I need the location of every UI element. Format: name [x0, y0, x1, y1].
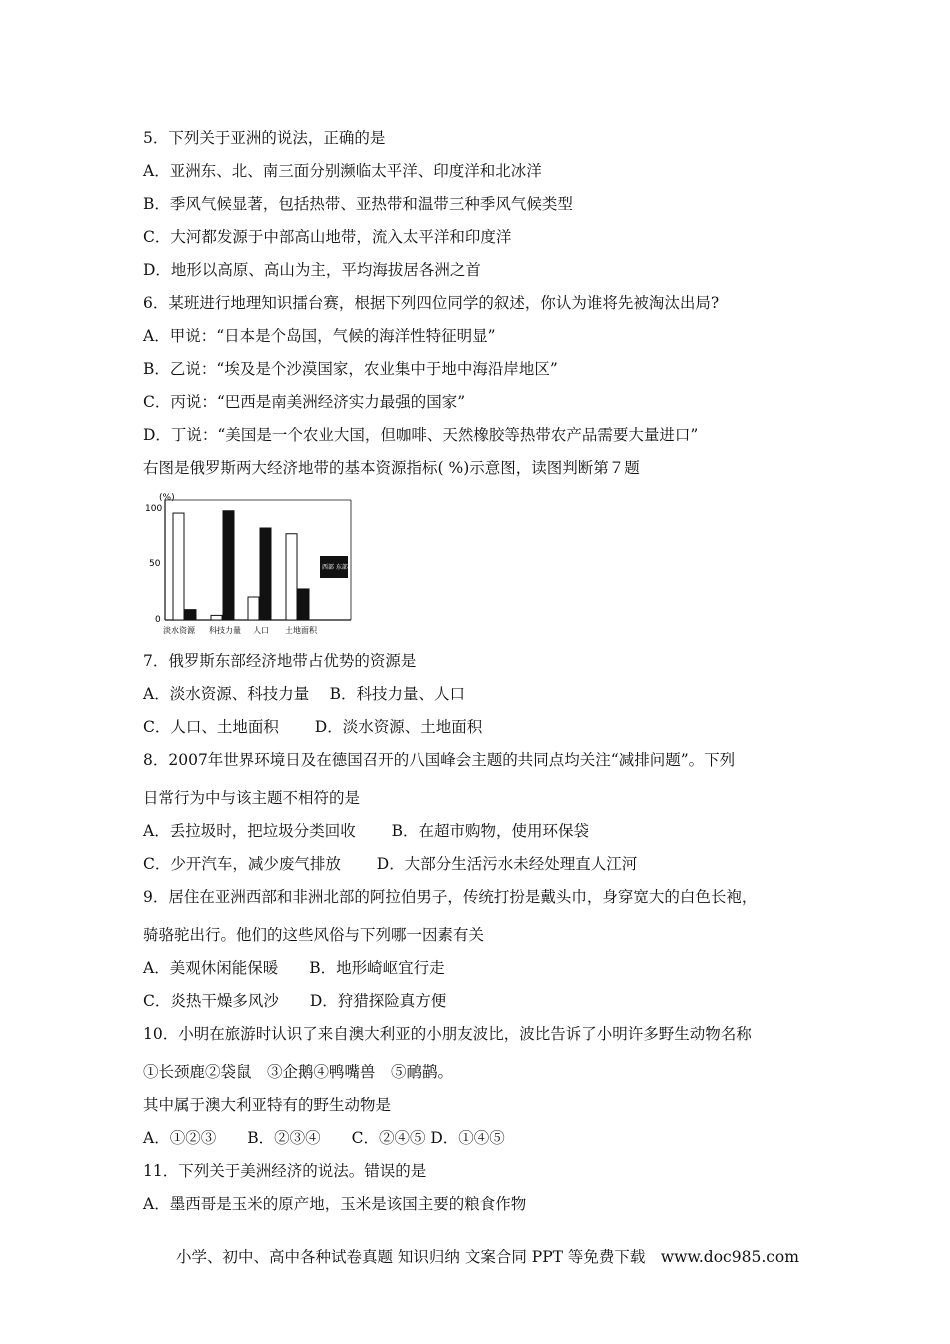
q6-option-c: C．丙说：“巴西是南美洲经济实力最强的国家”	[143, 393, 466, 411]
q9-options-cd: C．炎热干燥多风沙 D．狩猎探险真方便	[143, 992, 447, 1010]
q5-option-a: A．亚洲东、北、南三面分别濒临太平洋、印度洋和北冰洋	[143, 162, 542, 180]
bar-人口-s1	[248, 597, 259, 620]
q8-options-cd: C．少开汽车，减少废气排放 D．大部分生活污水未经处理直人江河	[143, 855, 638, 873]
q5-option-c: C．大河都发源于中部高山地带，流入太平洋和印度洋	[143, 228, 512, 246]
q10-options: A．①②③ B．②③④ C．②④⑤ D．①④⑤	[143, 1129, 505, 1147]
q5-option-b: B．季风气候显著，包括热带、亚热带和温带三种季风气候类型	[143, 195, 573, 213]
bar-科技力量-s2	[223, 511, 234, 620]
q8-stem-1: 8．2007年世界环境日及在德国召开的八国峰会主题的共同点均关注“减排问题”。下列	[143, 751, 736, 769]
q11-stem: 11．下列关于美洲经济的说法。错误的是	[143, 1162, 427, 1180]
q5-stem: 5．下列关于亚洲的说法，正确的是	[143, 129, 386, 147]
q7-options-ab: A．淡水资源、科技力量 B．科技力量、人口	[143, 685, 466, 703]
page-footer: 小学、初中、高中各种试卷真题 知识归纳 文案合同 PPT 等免费下载 www.doc985.com	[176, 1248, 799, 1266]
y-tick-label: 0	[155, 615, 161, 625]
q6-option-a: A．甲说：“日本是个岛国，气候的海洋性特征明显”	[143, 327, 496, 345]
bar-科技力量-s1	[211, 615, 222, 620]
x-tick-label: 科技力量	[209, 626, 241, 635]
q11-option-a: A．墨西哥是玉米的原产地，玉米是该国主要的粮食作物	[143, 1195, 527, 1213]
bar-人口-s2	[260, 528, 271, 620]
y-tick-label: 50	[149, 559, 161, 569]
q8-options-ab: A．丢拉圾时，把垃圾分类回收 B．在超市购物，使用环保袋	[143, 822, 590, 840]
y-tick-label: 100	[145, 504, 163, 514]
x-tick-label: 淡水资源	[163, 626, 195, 635]
q10-stem-3: 其中属于澳大利亚特有的野生动物是	[143, 1096, 392, 1114]
bar-淡水资源-s1	[173, 513, 184, 620]
bar-土地面积-s1	[286, 534, 297, 620]
figure-intro: 右图是俄罗斯两大经济地带的基本资源指标( %)示意图，读图判断第７题	[143, 459, 640, 477]
q5-option-d: D．地形以高原、高山为主，平均海拔居各洲之首	[143, 261, 481, 279]
q6-option-d: D．丁说：“美国是一个农业大国，但咖啡、天然橡胶等热带农产品需要大量进口”	[143, 426, 699, 444]
y-axis-label: (%)	[159, 493, 175, 503]
x-tick-label: 人口	[253, 626, 269, 635]
bar-淡水资源-s2	[185, 610, 196, 620]
q7-options-cd: C．人口、土地面积 D．淡水资源、土地面积	[143, 718, 483, 736]
q6-stem: 6．某班进行地理知识擂台赛，根据下列四位同学的叙述，你认为谁将先被淘汰出局?	[143, 294, 720, 312]
resource-bar-chart	[143, 490, 355, 640]
q9-stem-1: 9．居住在亚洲西部和非洲北部的阿拉伯男子，传统打扮是戴头巾，身穿宽大的白色长袍，	[143, 888, 758, 906]
q7-stem: 7．俄罗斯东部经济地带占优势的资源是	[143, 652, 417, 670]
q10-stem-1: 10．小明在旅游时认识了来自澳大利亚的小朋友波比，波比告诉了小明许多野生动物名称	[143, 1025, 752, 1043]
q9-stem-2: 骑骆驼出行。他们的这些风俗与下列哪一因素有关	[143, 926, 485, 944]
q9-options-ab: A．美观休闲能保暖 B．地形崎岖宜行走	[143, 959, 445, 977]
x-tick-label: 土地面积	[285, 626, 317, 635]
q6-option-b: B．乙说：“埃及是个沙漠国家，农业集中于地中海沿岸地区”	[143, 360, 558, 378]
q10-stem-2: ①长颈鹿②袋鼠 ③企鹅④鸭嘴兽 ⑤鸸鹋。	[143, 1063, 454, 1081]
legend-text: 西部 东部	[322, 564, 348, 571]
q8-stem-2: 日常行为中与该主题不相符的是	[143, 789, 361, 807]
bar-土地面积-s2	[298, 589, 309, 620]
